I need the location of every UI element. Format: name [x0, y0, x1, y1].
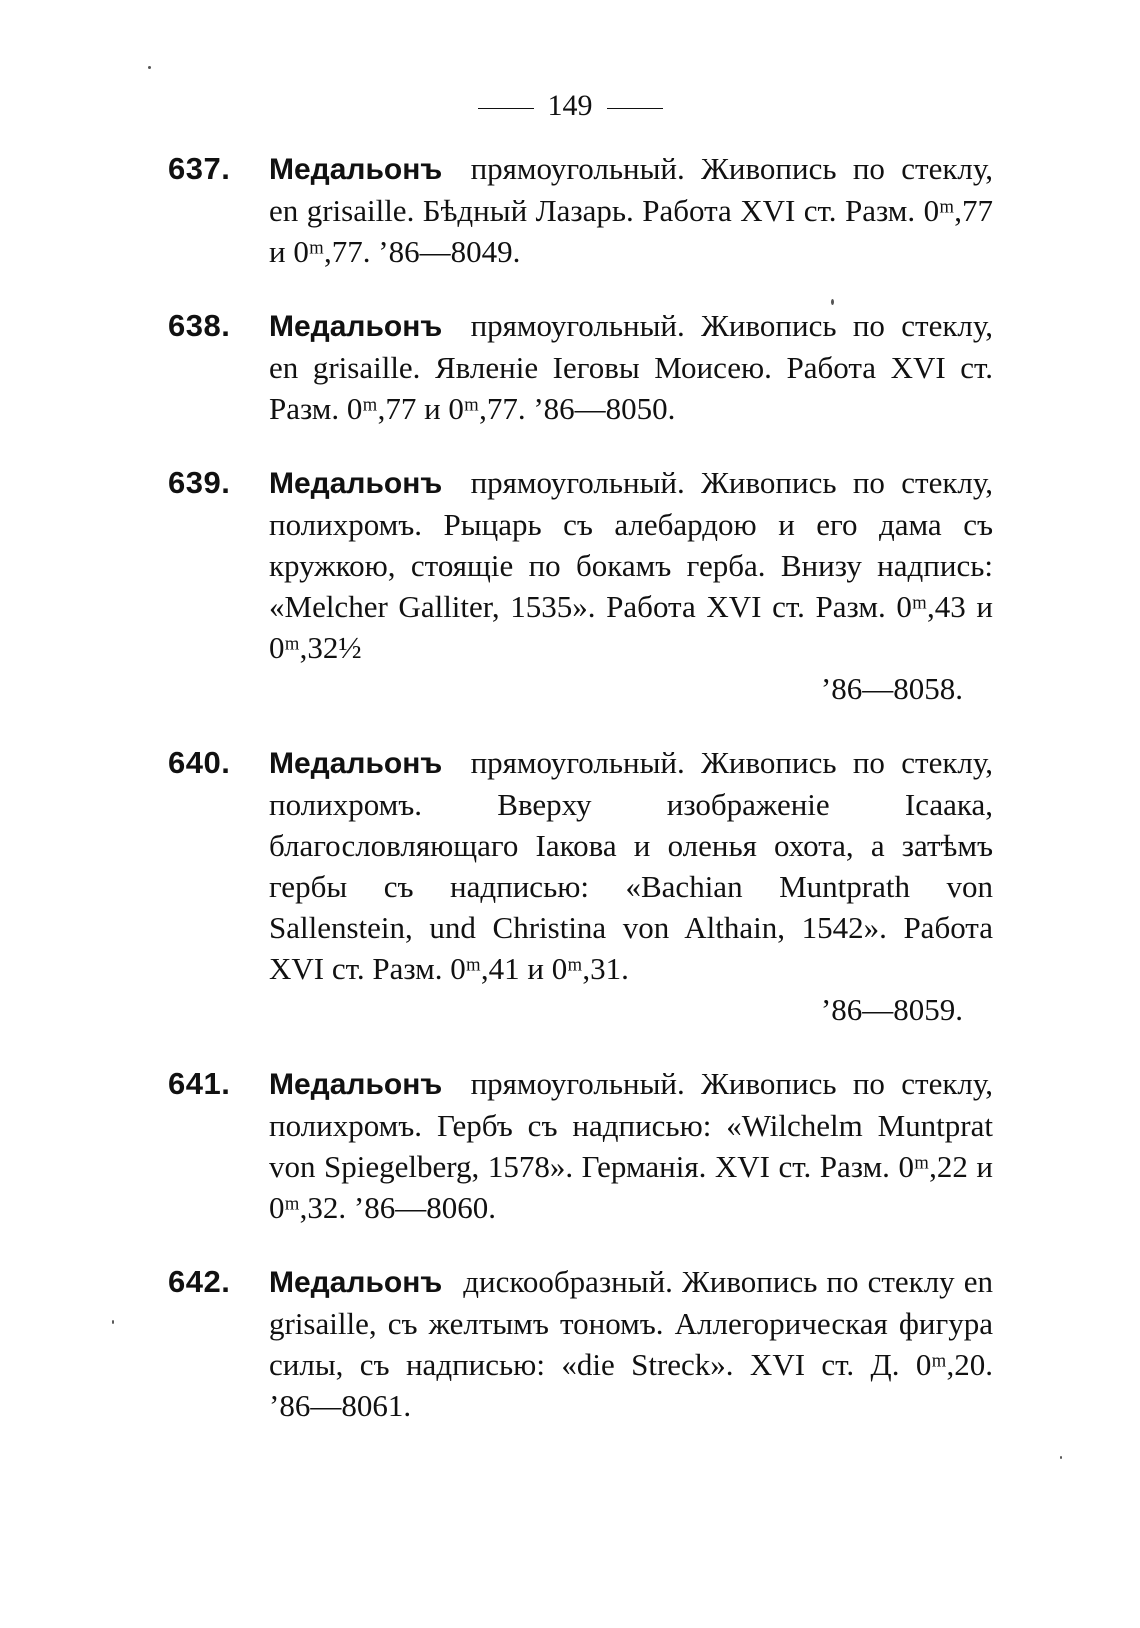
entry-number: 639. [168, 465, 231, 500]
entry-title: Медальонъ [269, 153, 443, 186]
entry-body [269, 1063, 993, 1228]
entry-number: 642. [168, 1264, 231, 1299]
catalog-entry-642 [0, 1261, 1140, 1426]
entry-body [269, 742, 993, 1030]
entry-number: 638. [168, 308, 231, 343]
entry-title: Медальонъ [269, 467, 443, 500]
scan-speck [112, 1320, 114, 1324]
catalog-entry-637 [0, 148, 1140, 272]
entry-reference: ’86—8050. [533, 391, 676, 426]
catalog-entry-639 [0, 462, 1140, 709]
entry-title: Медальонъ [269, 310, 443, 343]
catalog-entry-640 [0, 742, 1140, 1030]
page-number: 149 [547, 89, 593, 122]
entry-body [269, 148, 993, 272]
entry-body [269, 305, 993, 429]
entry-description: прямоугольный. Живопись по стеклу, полихромъ. Гербъ съ надписью: «Wilchelm Muntprat von Spiegelberg, 1578». Германія. XVI ст. Разм. 0ᵐ,22 и 0ᵐ,32. [269, 1066, 994, 1225]
entry-reference: ’86—8049. [378, 234, 521, 269]
entry-description: прямоугольный. Живопись по стеклу, полихромъ. Рыцарь съ алебардою и его дама съ кружкою, стоящіе по бокамъ герба. Внизу надпись: «Melcher Galliter, 1535». Работа XVI ст. Разм. 0ᵐ,43 и 0ᵐ,32½ [269, 465, 994, 665]
entry-reference: ’86—8059. [820, 992, 963, 1027]
header-rule-right [607, 108, 663, 109]
entry-reference: ’86—8058. [820, 671, 963, 706]
entry-reference: ’86—8060. [353, 1190, 496, 1225]
page-header [0, 86, 1140, 126]
catalog-entry-638 [0, 305, 1140, 429]
entry-description: прямоугольный. Живопись по стеклу, en grisaille. Бѣдный Лазарь. Работа XVI ст. Разм. 0ᵐ,77 и 0ᵐ,77. [269, 151, 994, 269]
entry-number: 641. [168, 1066, 231, 1101]
entry-title: Медальонъ [269, 747, 443, 780]
scan-speck [831, 299, 834, 305]
entry-description: прямоугольный. Живопись по стеклу, полихромъ. Вверху изображеніе Ісаака, благословляющаго Іакова и оленья охота, а затѣмъ гербы съ надписью: «Bachian Muntprath von Sallenstein, und Christina von Althain, 1542». Работа XVI ст. Разм. 0ᵐ,41 и 0ᵐ,31. [269, 745, 994, 986]
entry-title: Медальонъ [269, 1266, 443, 1299]
scan-speck [1060, 1456, 1062, 1459]
entry-number: 637. [168, 151, 231, 186]
entry-number: 640. [168, 745, 231, 780]
entry-description: дискообразный. Живопись по стеклу en grisaille, съ желтымъ тономъ. Аллегорическая фигура силы, съ надписью: «die Streck». XVI ст. Д. 0ᵐ,20. [269, 1264, 993, 1382]
header-rule-left [478, 108, 534, 109]
entry-description: прямоугольный. Живопись по стеклу, en grisaille. Явленіе Іеговы Моисею. Работа XVI ст. Разм. 0ᵐ,77 и 0ᵐ,77. [269, 308, 994, 426]
entry-reference: ’86—8061. [269, 1388, 412, 1423]
entry-body [269, 462, 993, 709]
scan-speck [148, 66, 151, 69]
catalog-entries [0, 148, 1140, 1459]
entry-body [269, 1261, 993, 1426]
entry-title: Медальонъ [269, 1068, 443, 1101]
catalog-entry-641 [0, 1063, 1140, 1228]
